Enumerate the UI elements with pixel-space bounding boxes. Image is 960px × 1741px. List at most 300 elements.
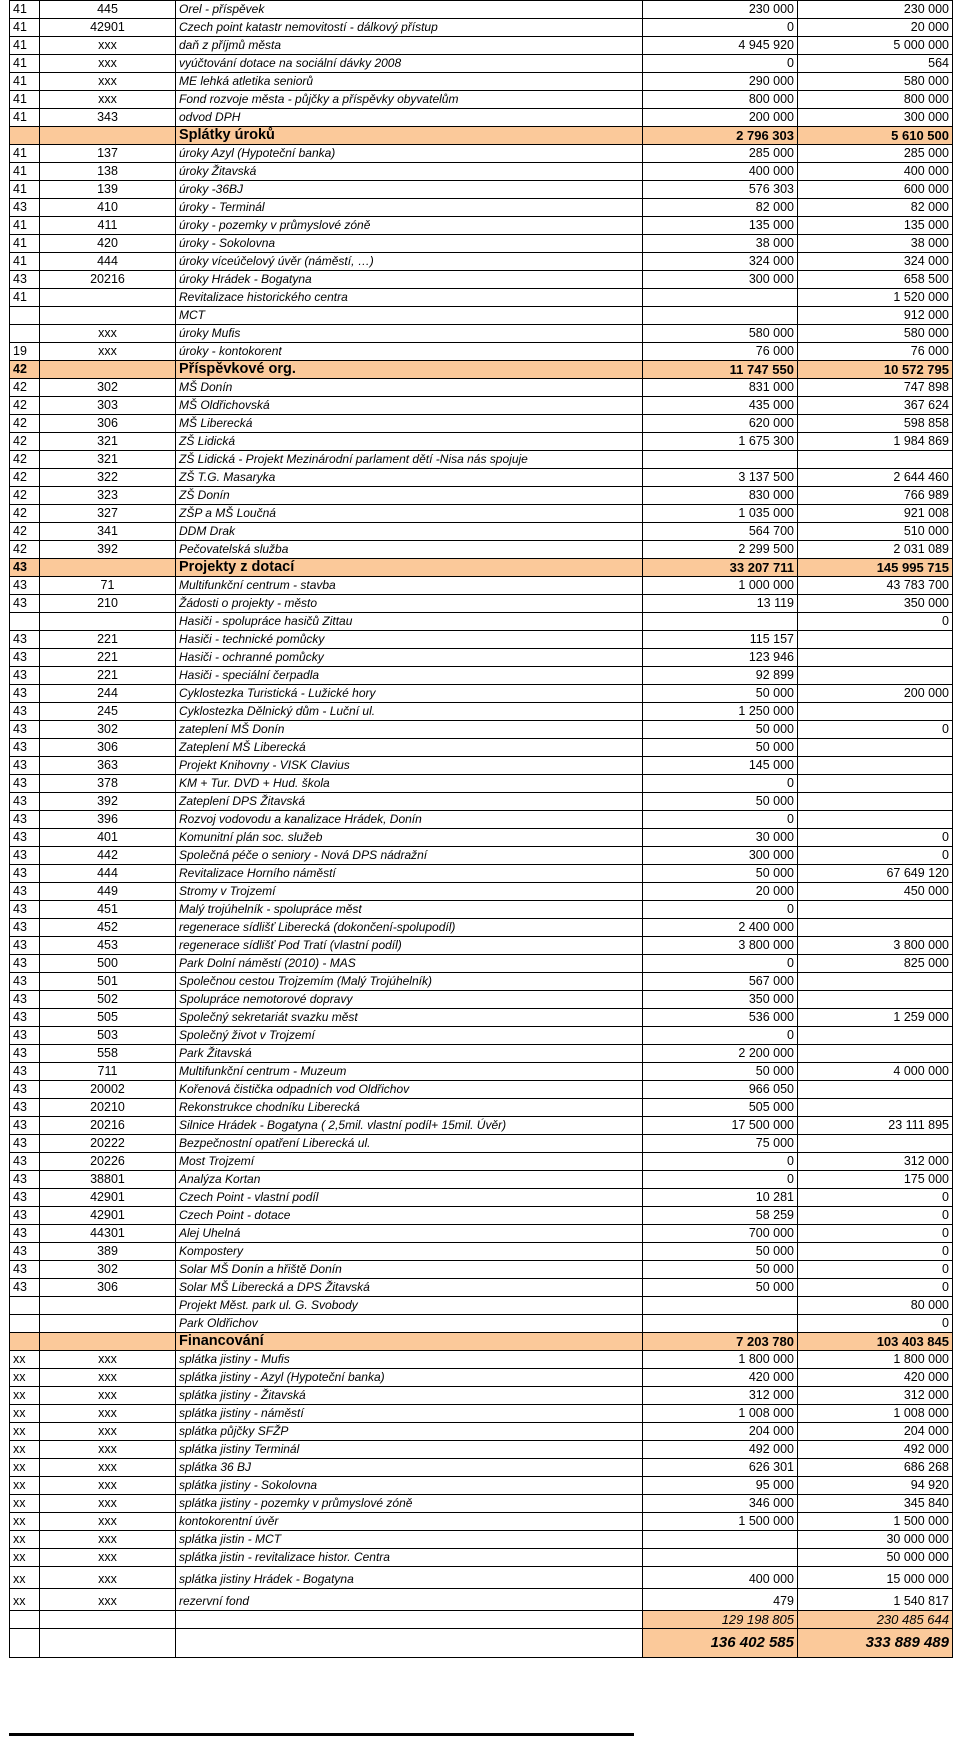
description-cell: úroky Azyl (Hypoteční banka) — [176, 145, 643, 163]
section-row — [10, 127, 953, 145]
value-col1-cell: 0 — [643, 1171, 798, 1189]
value-col1-cell: 830 000 — [643, 487, 798, 505]
item-code-cell: 341 — [40, 523, 176, 541]
value-col1-cell: 0 — [643, 955, 798, 973]
item-code-cell: 306 — [40, 739, 176, 757]
item-code-cell: xxx — [40, 1387, 176, 1405]
value-col1-cell: 505 000 — [643, 1099, 798, 1117]
class-cell: 41 — [10, 55, 40, 73]
value-col1-cell — [643, 613, 798, 631]
table-row — [10, 613, 953, 631]
class-cell — [10, 325, 40, 343]
class-cell: 43 — [10, 1009, 40, 1027]
item-code-cell: xxx — [40, 1477, 176, 1495]
table-row — [10, 1099, 953, 1117]
value-col1-cell: 0 — [643, 775, 798, 793]
value-col1-cell: 58 259 — [643, 1207, 798, 1225]
class-cell: 41 — [10, 73, 40, 91]
class-cell: 43 — [10, 757, 40, 775]
table-row — [10, 379, 953, 397]
description-cell: Revitalizace historického centra — [176, 289, 643, 307]
value-col2-cell: 50 000 000 — [798, 1549, 953, 1567]
class-cell: 43 — [10, 847, 40, 865]
value-col1-cell: 75 000 — [643, 1135, 798, 1153]
table-row — [10, 217, 953, 235]
description-cell: splátka jistin - revitalizace histor. Centra — [176, 1549, 643, 1567]
class-cell: 43 — [10, 811, 40, 829]
class-cell: 43 — [10, 865, 40, 883]
table-row — [10, 289, 953, 307]
class-cell: 43 — [10, 1225, 40, 1243]
table-row — [10, 1351, 953, 1369]
class-cell: xx — [10, 1495, 40, 1513]
value-col2-cell: 921 008 — [798, 505, 953, 523]
value-col2-cell: 312 000 — [798, 1153, 953, 1171]
item-code-cell: 444 — [40, 865, 176, 883]
description-cell: Park Oldřichov — [176, 1315, 643, 1333]
value-col2-cell: 67 649 120 — [798, 865, 953, 883]
description-cell — [176, 1629, 643, 1658]
value-col1-cell: 324 000 — [643, 253, 798, 271]
table-row — [10, 847, 953, 865]
item-code-cell: 505 — [40, 1009, 176, 1027]
value-col1-cell: 33 207 711 — [643, 559, 798, 577]
class-cell: 41 — [10, 91, 40, 109]
item-code-cell: 210 — [40, 595, 176, 613]
item-code-cell: 42901 — [40, 19, 176, 37]
grand-total-row — [10, 1629, 953, 1658]
table-row — [10, 343, 953, 361]
value-col1-cell: 50 000 — [643, 739, 798, 757]
value-col2-cell: 94 920 — [798, 1477, 953, 1495]
table-row — [10, 721, 953, 739]
value-col1-cell: 50 000 — [643, 865, 798, 883]
item-code-cell: 503 — [40, 1027, 176, 1045]
description-cell: rezervní fond — [176, 1589, 643, 1611]
value-col1-cell — [643, 1549, 798, 1567]
item-code-cell: 139 — [40, 181, 176, 199]
item-code-cell: xxx — [40, 1567, 176, 1589]
value-col1-cell: 564 700 — [643, 523, 798, 541]
description-cell: splátka jistiny - Žitavská — [176, 1387, 643, 1405]
description-cell: Solar MŠ Donín a hřiště Donín — [176, 1261, 643, 1279]
value-col2-cell — [798, 973, 953, 991]
value-col1-cell: 50 000 — [643, 1243, 798, 1261]
description-cell: Zateplení MŠ Liberecká — [176, 739, 643, 757]
value-col2-cell: 0 — [798, 1189, 953, 1207]
class-cell: 42 — [10, 415, 40, 433]
value-col2-cell: 1 800 000 — [798, 1351, 953, 1369]
class-cell: 43 — [10, 739, 40, 757]
class-cell: 43 — [10, 649, 40, 667]
class-cell: 43 — [10, 631, 40, 649]
value-col1-cell: 346 000 — [643, 1495, 798, 1513]
table-row — [10, 577, 953, 595]
description-cell: Komunitní plán soc. služeb — [176, 829, 643, 847]
table-row — [10, 1477, 953, 1495]
item-code-cell: 245 — [40, 703, 176, 721]
value-col2-cell — [798, 451, 953, 469]
class-cell: 43 — [10, 577, 40, 595]
table-row — [10, 1423, 953, 1441]
description-cell: Fond rozvoje města - půjčky a příspěvky obyvatelům — [176, 91, 643, 109]
value-col1-cell: 50 000 — [643, 793, 798, 811]
description-cell: Kořenová čistička odpadních vod Oldřichov — [176, 1081, 643, 1099]
item-code-cell: 363 — [40, 757, 176, 775]
description-cell: Příspěvkové org. — [176, 361, 643, 379]
value-col2-cell — [798, 775, 953, 793]
table-row — [10, 1495, 953, 1513]
class-cell: 41 — [10, 1, 40, 19]
class-cell: 41 — [10, 235, 40, 253]
item-code-cell: xxx — [40, 1405, 176, 1423]
value-col1-cell: 50 000 — [643, 1279, 798, 1297]
value-col1-cell: 300 000 — [643, 271, 798, 289]
value-col2-cell — [798, 703, 953, 721]
value-col2-cell: 324 000 — [798, 253, 953, 271]
value-col1-cell: 4 945 920 — [643, 37, 798, 55]
value-col1-cell: 10 281 — [643, 1189, 798, 1207]
description-cell: Multifunkční centrum - Muzeum — [176, 1063, 643, 1081]
value-col2-cell: 400 000 — [798, 163, 953, 181]
table-row — [10, 541, 953, 559]
value-col1-cell: 1 250 000 — [643, 703, 798, 721]
table-row — [10, 487, 953, 505]
value-col1-cell: 580 000 — [643, 325, 798, 343]
item-code-cell: 44301 — [40, 1225, 176, 1243]
table-row — [10, 1009, 953, 1027]
value-col2-cell: 82 000 — [798, 199, 953, 217]
class-cell: 41 — [10, 37, 40, 55]
value-col2-cell: 145 995 715 — [798, 559, 953, 577]
description-cell: úroky - Sokolovna — [176, 235, 643, 253]
value-col2-cell: 1 008 000 — [798, 1405, 953, 1423]
value-col2-cell — [798, 1045, 953, 1063]
value-col1-cell: 0 — [643, 811, 798, 829]
table-row — [10, 1225, 953, 1243]
description-cell: splátka jistiny - Sokolovna — [176, 1477, 643, 1495]
value-col2-cell: 912 000 — [798, 307, 953, 325]
description-cell: splátka půjčky SFŽP — [176, 1423, 643, 1441]
table-row — [10, 199, 953, 217]
table-row — [10, 757, 953, 775]
value-col1-cell: 2 200 000 — [643, 1045, 798, 1063]
item-code-cell: 502 — [40, 991, 176, 1009]
description-cell: Financování — [176, 1333, 643, 1351]
item-code-cell — [40, 307, 176, 325]
item-code-cell: xxx — [40, 1351, 176, 1369]
item-code-cell: 411 — [40, 217, 176, 235]
item-code-cell: 444 — [40, 253, 176, 271]
item-code-cell: 392 — [40, 793, 176, 811]
description-cell: úroky víceúčelový úvěr (náměstí, …) — [176, 253, 643, 271]
table-row — [10, 1387, 953, 1405]
value-col1-cell: 2 400 000 — [643, 919, 798, 937]
table-row — [10, 235, 953, 253]
description-cell: splátka jistiny Terminál — [176, 1441, 643, 1459]
value-col1-cell: 492 000 — [643, 1441, 798, 1459]
value-col1-cell: 1 035 000 — [643, 505, 798, 523]
class-cell — [10, 1611, 40, 1629]
table-row — [10, 811, 953, 829]
class-cell — [10, 307, 40, 325]
description-cell: odvod DPH — [176, 109, 643, 127]
item-code-cell: 453 — [40, 937, 176, 955]
value-col1-cell: 966 050 — [643, 1081, 798, 1099]
description-cell: Czech point katastr nemovitostí - dálkový přístup — [176, 19, 643, 37]
value-col1-cell: 92 899 — [643, 667, 798, 685]
value-col2-cell: 766 989 — [798, 487, 953, 505]
class-cell: 41 — [10, 253, 40, 271]
table-row — [10, 415, 953, 433]
value-col2-cell: 10 572 795 — [798, 361, 953, 379]
description-cell: Bezpečnostní opatření Liberecká ul. — [176, 1135, 643, 1153]
item-code-cell: xxx — [40, 1423, 176, 1441]
table-row — [10, 1027, 953, 1045]
value-col1-cell: 1 008 000 — [643, 1405, 798, 1423]
value-col1-cell — [643, 1297, 798, 1315]
item-code-cell: 410 — [40, 199, 176, 217]
description-cell: MŠ Donín — [176, 379, 643, 397]
class-cell: 43 — [10, 973, 40, 991]
class-cell: xx — [10, 1513, 40, 1531]
value-col1-cell: 1 675 300 — [643, 433, 798, 451]
table-row — [10, 829, 953, 847]
value-col2-cell: 1 520 000 — [798, 289, 953, 307]
value-col2-cell: 1 540 817 — [798, 1589, 953, 1611]
value-col2-cell: 0 — [798, 1279, 953, 1297]
value-col1-cell: 2 796 303 — [643, 127, 798, 145]
table-row — [10, 55, 953, 73]
value-col1-cell: 204 000 — [643, 1423, 798, 1441]
value-col2-cell: 230 485 644 — [798, 1611, 953, 1629]
value-col2-cell: 350 000 — [798, 595, 953, 613]
class-cell: 41 — [10, 19, 40, 37]
class-cell: 43 — [10, 721, 40, 739]
value-col2-cell: 598 858 — [798, 415, 953, 433]
value-col2-cell: 76 000 — [798, 343, 953, 361]
value-col1-cell: 576 303 — [643, 181, 798, 199]
table-row — [10, 667, 953, 685]
description-cell: ZŠ Donín — [176, 487, 643, 505]
class-cell: xx — [10, 1477, 40, 1495]
value-col2-cell: 38 000 — [798, 235, 953, 253]
description-cell: Malý trojúhelník - spolupráce měst — [176, 901, 643, 919]
description-cell: ZŠ Lidická — [176, 433, 643, 451]
class-cell: 41 — [10, 163, 40, 181]
table-row — [10, 775, 953, 793]
value-col2-cell: 230 000 — [798, 1, 953, 19]
section-row — [10, 1333, 953, 1351]
table-row — [10, 325, 953, 343]
value-col2-cell: 600 000 — [798, 181, 953, 199]
description-cell: Stromy v Trojzemí — [176, 883, 643, 901]
class-cell: xx — [10, 1549, 40, 1567]
value-col1-cell: 312 000 — [643, 1387, 798, 1405]
item-code-cell — [40, 289, 176, 307]
description-cell: Projekt Knihovny - VISK Clavius — [176, 757, 643, 775]
value-col1-cell: 620 000 — [643, 415, 798, 433]
description-cell: Multifunkční centrum - stavba — [176, 577, 643, 595]
description-cell: MŠ Oldřichovská — [176, 397, 643, 415]
item-code-cell: 303 — [40, 397, 176, 415]
value-col1-cell: 567 000 — [643, 973, 798, 991]
table-row — [10, 1081, 953, 1099]
table-row — [10, 1315, 953, 1333]
value-col1-cell: 145 000 — [643, 757, 798, 775]
class-cell: 43 — [10, 775, 40, 793]
value-col1-cell: 129 198 805 — [643, 1611, 798, 1629]
item-code-cell: 71 — [40, 577, 176, 595]
class-cell: 42 — [10, 433, 40, 451]
value-col2-cell — [798, 1099, 953, 1117]
description-cell: regenerace sídlišť Pod Tratí (vlastní podíl) — [176, 937, 643, 955]
description-cell: splátka jistiny - Mufis — [176, 1351, 643, 1369]
item-code-cell: 302 — [40, 1261, 176, 1279]
item-code-cell: 321 — [40, 451, 176, 469]
table-row — [10, 1441, 953, 1459]
value-col2-cell — [798, 757, 953, 775]
value-col2-cell: 4 000 000 — [798, 1063, 953, 1081]
value-col2-cell — [798, 667, 953, 685]
item-code-cell — [40, 559, 176, 577]
value-col1-cell — [643, 1315, 798, 1333]
description-cell: Hasiči - speciální čerpadla — [176, 667, 643, 685]
value-col1-cell: 1 000 000 — [643, 577, 798, 595]
value-col2-cell — [798, 649, 953, 667]
value-col2-cell: 0 — [798, 1261, 953, 1279]
item-code-cell: 20226 — [40, 1153, 176, 1171]
class-cell: 41 — [10, 289, 40, 307]
table-row — [10, 739, 953, 757]
table-row — [10, 1045, 953, 1063]
value-col2-cell: 200 000 — [798, 685, 953, 703]
class-cell: xx — [10, 1441, 40, 1459]
description-cell: Společná péče o seniory - Nová DPS nádražní — [176, 847, 643, 865]
description-cell: ZŠP a MŠ Loučná — [176, 505, 643, 523]
item-code-cell: 20222 — [40, 1135, 176, 1153]
value-col1-cell: 626 301 — [643, 1459, 798, 1477]
value-col2-cell — [798, 1135, 953, 1153]
table-row — [10, 991, 953, 1009]
item-code-cell: 401 — [40, 829, 176, 847]
item-code-cell: xxx — [40, 1459, 176, 1477]
table-row — [10, 1063, 953, 1081]
item-code-cell: 343 — [40, 109, 176, 127]
table-row — [10, 253, 953, 271]
value-col2-cell — [798, 811, 953, 829]
value-col2-cell: 300 000 — [798, 109, 953, 127]
value-col2-cell: 0 — [798, 613, 953, 631]
item-code-cell: xxx — [40, 325, 176, 343]
description-cell: Společný život v Trojzemí — [176, 1027, 643, 1045]
description-cell: kontokorentní úvěr — [176, 1513, 643, 1531]
value-col1-cell: 1 800 000 — [643, 1351, 798, 1369]
table-row — [10, 901, 953, 919]
item-code-cell: 306 — [40, 415, 176, 433]
value-col1-cell: 95 000 — [643, 1477, 798, 1495]
item-code-cell: 420 — [40, 235, 176, 253]
description-cell: Orel - příspěvek — [176, 1, 643, 19]
item-code-cell: xxx — [40, 1495, 176, 1513]
value-col1-cell: 50 000 — [643, 1063, 798, 1081]
item-code-cell: xxx — [40, 1441, 176, 1459]
class-cell: 43 — [10, 703, 40, 721]
item-code-cell: 221 — [40, 667, 176, 685]
table-row — [10, 1117, 953, 1135]
class-cell: 43 — [10, 919, 40, 937]
value-col2-cell: 0 — [798, 829, 953, 847]
table-row — [10, 1459, 953, 1477]
table-row — [10, 73, 953, 91]
value-col1-cell: 435 000 — [643, 397, 798, 415]
description-cell: Společný sekretariát svazku měst — [176, 1009, 643, 1027]
bottom-border-line — [9, 1733, 634, 1736]
table-row — [10, 595, 953, 613]
value-col2-cell — [798, 631, 953, 649]
value-col2-cell: 5 000 000 — [798, 37, 953, 55]
table-row — [10, 1589, 953, 1611]
item-code-cell: 137 — [40, 145, 176, 163]
item-code-cell: 20216 — [40, 1117, 176, 1135]
section-row — [10, 361, 953, 379]
table-row — [10, 1531, 953, 1549]
value-col1-cell: 20 000 — [643, 883, 798, 901]
table-row — [10, 397, 953, 415]
value-col2-cell: 2 031 089 — [798, 541, 953, 559]
table-row — [10, 1405, 953, 1423]
value-col2-cell: 0 — [798, 1243, 953, 1261]
value-col2-cell — [798, 901, 953, 919]
value-col2-cell: 658 500 — [798, 271, 953, 289]
value-col1-cell: 0 — [643, 55, 798, 73]
value-col1-cell: 3 137 500 — [643, 469, 798, 487]
item-code-cell: 321 — [40, 433, 176, 451]
description-cell: Most Trojzemí — [176, 1153, 643, 1171]
table-row — [10, 307, 953, 325]
description-cell: Park Dolní náměstí (2010) - MAS — [176, 955, 643, 973]
class-cell: 42 — [10, 379, 40, 397]
table-row — [10, 1369, 953, 1387]
class-cell: 43 — [10, 955, 40, 973]
description-cell: Hasiči - ochranné pomůcky — [176, 649, 643, 667]
class-cell — [10, 1297, 40, 1315]
item-code-cell: 323 — [40, 487, 176, 505]
value-col2-cell: 564 — [798, 55, 953, 73]
table-row — [10, 451, 953, 469]
description-cell: úroky -36BJ — [176, 181, 643, 199]
description-cell: KM + Tur. DVD + Hud. škola — [176, 775, 643, 793]
class-cell: 42 — [10, 469, 40, 487]
description-cell: Hasiči - technické pomůcky — [176, 631, 643, 649]
table-row — [10, 685, 953, 703]
value-col1-cell: 479 — [643, 1589, 798, 1611]
item-code-cell: 42901 — [40, 1207, 176, 1225]
value-col1-cell: 1 500 000 — [643, 1513, 798, 1531]
value-col2-cell: 43 783 700 — [798, 577, 953, 595]
item-code-cell: 389 — [40, 1243, 176, 1261]
description-cell: Žádosti o projekty - město — [176, 595, 643, 613]
value-col1-cell: 135 000 — [643, 217, 798, 235]
item-code-cell — [40, 1629, 176, 1658]
value-col1-cell: 350 000 — [643, 991, 798, 1009]
value-col2-cell — [798, 1027, 953, 1045]
value-col1-cell: 285 000 — [643, 145, 798, 163]
class-cell: 43 — [10, 1171, 40, 1189]
value-col2-cell: 103 403 845 — [798, 1333, 953, 1351]
value-col2-cell: 175 000 — [798, 1171, 953, 1189]
section-row — [10, 559, 953, 577]
